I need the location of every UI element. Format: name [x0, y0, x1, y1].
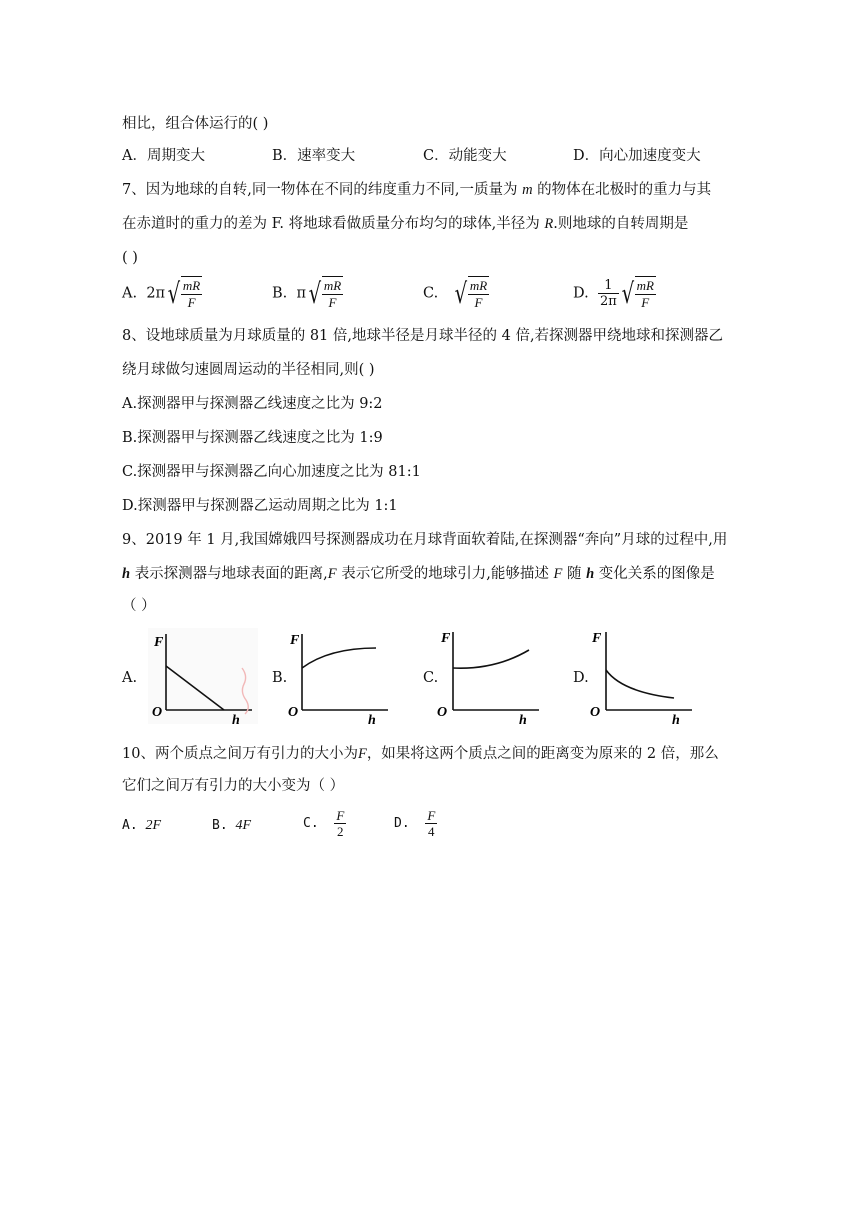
q9-graph-b-label: B. [272, 670, 288, 686]
axis-label-h: h [519, 713, 527, 724]
q6-option-c: C．动能变大 [423, 148, 507, 164]
curve [606, 670, 674, 698]
q9-graph-c [435, 626, 545, 724]
q7-option-b: B. π √ $\frac{mR}{F}$ [272, 276, 342, 310]
q7-option-a: A. 2π √ $\frac{mR}{F}$ [122, 276, 201, 310]
q7-option-d: D. $\frac{1}{2\pi}$ √ $\frac{mR}{F}$ [573, 276, 654, 310]
origin-label: O [590, 705, 601, 720]
q8-option-d: D.探测器甲与探测器乙运动周期之比为 1:1 [122, 498, 398, 514]
q7-option-c: C. √ $\frac{mR}{F}$ [423, 276, 488, 310]
curve [302, 648, 376, 668]
q6-option-b: B．速率变大 [272, 148, 356, 164]
q10-option-a: A. 2F [122, 818, 162, 833]
q8-option-c: C.探测器甲与探测器乙向心加速度之比为 81:1 [122, 464, 421, 480]
curve [453, 650, 529, 668]
q9-graph-d-label: D. [573, 670, 589, 686]
origin-label: O [152, 705, 163, 720]
origin-label: O [288, 705, 299, 720]
q9-line-1: 9、2019 年 1 月,我国嫦娥四号探测器成功在月球背面软着陆,在探测器“奔向”月球的过程中,用 [122, 532, 728, 548]
axis-label-f: F [154, 635, 164, 650]
q9-graph-b [284, 628, 394, 724]
q8-line-2: 绕月球做匀速圆周运动的半径相同,则( ) [122, 362, 375, 378]
q8-line-1: 8、设地球质量为月球质量的 81 倍,地球半径是月球半径的 4 倍,若探测器甲绕地球和探测器乙 [122, 328, 724, 344]
axis-label-h: h [672, 713, 680, 724]
q9-graph-d [588, 626, 698, 724]
q10-line-2: 它们之间万有引力的大小变为（ ） [122, 778, 345, 794]
axis-label-f: F [441, 631, 451, 646]
q7-line-2: 在赤道时的重力的差为 F. 将地球看做质量分布均匀的球体,半径为 R.则地球的自转周期是 [122, 216, 689, 232]
q6-stem-tail: 相比，组合体运行的( ) [122, 116, 269, 132]
q8-option-a: A.探测器甲与探测器乙线速度之比为 9:2 [122, 396, 383, 412]
q10-option-d: D. $\frac{F}{4}$ [394, 808, 436, 839]
q9-graph-c-label: C. [423, 670, 439, 686]
axis-label-f: F [592, 631, 602, 646]
q6-option-a: A．周期变大 [122, 148, 205, 164]
q6-option-d: D．向心加速度变大 [573, 148, 701, 164]
origin-label: O [437, 705, 448, 720]
q7-line-3: ( ) [122, 250, 138, 266]
q9-line-2: h 表示探测器与地球表面的距离,F 表示它所受的地球引力,能够描述 F 随 h 变化关系的图像是 [122, 566, 715, 582]
q9-line-3: （ ） [122, 598, 156, 614]
q10-option-b: B. 4F [212, 818, 252, 833]
q10-line-1: 10、两个质点之间万有引力的大小为F，如果将这两个质点之间的距离变为原来的 2 倍，那么 [122, 746, 719, 762]
q10-option-c: C. $\frac{F}{2}$ [303, 808, 345, 839]
axis-label-h: h [232, 713, 240, 724]
scan-artifact [236, 666, 256, 716]
axis-label-f: F [290, 633, 300, 648]
q8-option-b: B.探测器甲与探测器乙线速度之比为 1:9 [122, 430, 383, 446]
q9-graph-a-label: A. [122, 670, 138, 686]
q7-line-1: 7、因为地球的自转,同一物体在不同的纬度重力不同,一质量为 m 的物体在北极时的重力与其 [122, 182, 712, 198]
axis-label-h: h [368, 713, 376, 724]
